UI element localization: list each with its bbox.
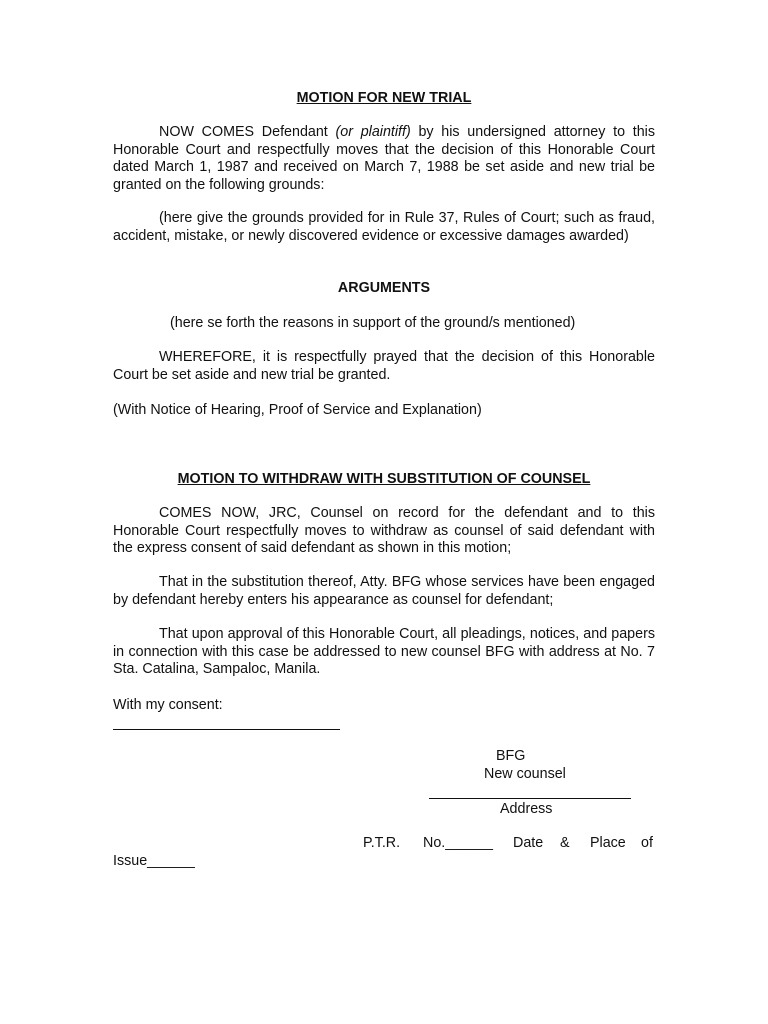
ptr-date-label: Date [513,835,544,851]
motion-withdraw-title: MOTION TO WITHDRAW WITH SUBSTITUTION OF COUNSEL [177,471,591,487]
ptr-issue-label: Issue______ [113,853,195,869]
signature-role: New counsel [484,766,566,782]
ptr-ampersand: & [560,835,570,851]
new-trial-paragraph-notice: (With Notice of Hearing, Proof of Service and Explanation) [113,402,482,418]
address-line [429,785,631,799]
ptr-label: P.T.R. [363,835,401,851]
new-trial-p1-start: NOW COMES Defendant [159,124,336,140]
new-trial-p1-end: by his undersigned attorney to this Honorable Court and respectfully moves that the decision of this Honorable Court dated March 1, 1987 and received on March 7, 1988 be set aside and new trial be granted on the following grounds: [113,124,655,193]
ptr-number: No.______ [423,835,493,851]
withdraw-paragraph-1: COMES NOW, JRC, Counsel on record for the defendant and to this Honorable Court respectfully moves to withdraw as counsel of said defendant with the express consent of said defendant as shown in this motion; [113,505,655,557]
address-label: Address [500,801,553,817]
new-trial-paragraph-1 [113,124,655,194]
motion-new-trial-title: MOTION FOR NEW TRIAL [296,90,472,106]
ptr-place-label: Place [590,835,626,851]
arguments-heading: ARGUMENTS [337,280,431,296]
new-trial-paragraph-wherefore: WHEREFORE, it is respectfully prayed that the decision of this Honorable Court be set aside and new trial be granted. [113,349,655,383]
withdraw-paragraph-approval: That upon approval of this Honorable Court, all pleadings, notices, and papers in connection with this case be addressed to new counsel BFG with address at No. 7 Sta. Catalina, Sampaloc, Manila. [113,626,655,678]
ptr-of-label: of [641,835,653,851]
new-trial-paragraph-reasons: (here se forth the reasons in support of the ground/s mentioned) [170,315,576,331]
consent-label: With my consent: [113,697,223,713]
new-trial-p1-italic: (or plaintiff) [335,124,411,140]
consent-signature-line [113,716,340,730]
new-trial-paragraph-grounds: (here give the grounds provided for in Rule 37, Rules of Court; such as fraud, accident, mistake, or newly discovered evidence or excessive damages awarded) [113,210,655,244]
withdraw-paragraph-substitution: That in the substitution thereof, Atty. BFG whose services have been engaged by defendant hereby enters his appearance as counsel for defendant; [113,574,655,608]
signature-name: BFG [496,748,526,764]
